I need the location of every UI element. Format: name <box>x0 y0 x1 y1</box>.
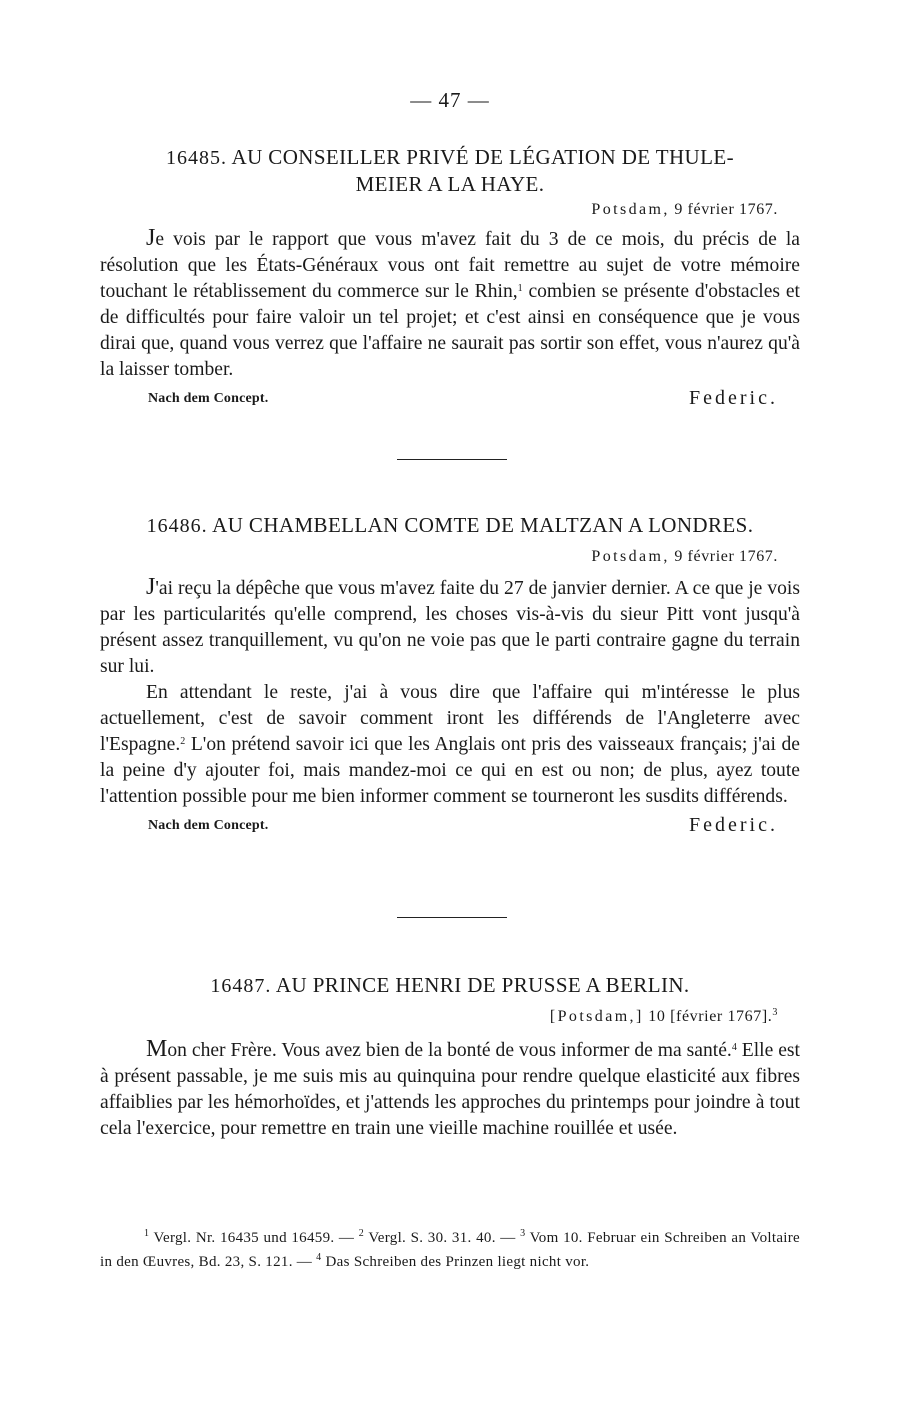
letter-dateline <box>100 201 800 219</box>
paragraph-text: En attendant le reste, j'ai à vous dire que l'affaire qui m'intéresse le plus actuellement, c'est de savoir comment iront les différends de l'Angleterre avec l'Espagne. <box>100 682 800 755</box>
letter-number: 16485. <box>166 147 228 169</box>
letter-date: 9 février 1767. <box>674 201 778 218</box>
letter-number: 16487. <box>210 975 272 997</box>
footnote-2: Vergl. S. 30. 31. 40. — <box>368 1230 516 1246</box>
footnote-ref: 4 <box>731 1042 737 1053</box>
footnote-ref: 1 <box>517 283 523 294</box>
letter-dateline <box>100 1008 800 1026</box>
letter-number: 16486. <box>146 515 208 537</box>
letter-place: [Potsdam,] <box>549 1008 644 1025</box>
letter-addressee: AU CONSEILLER PRIVÉ DE LÉGATION DE THULE- <box>231 145 734 169</box>
letter-heading <box>100 972 800 999</box>
section-divider <box>397 917 507 918</box>
footnote-3: Vom 10. Februar ein Schreiben an Voltaire in den Œuvres, Bd. 23, S. 121. — <box>100 1230 800 1270</box>
letter-16486 <box>100 512 800 840</box>
letter-paragraph <box>100 225 800 383</box>
footnotes <box>100 1226 800 1274</box>
footnote-1: Vergl. Nr. 16435 und 16459. — <box>153 1230 355 1246</box>
footnote-ref: 3 <box>772 1007 778 1018</box>
signature: Federic. <box>689 387 778 409</box>
letter-16485 <box>100 144 800 413</box>
footnote-mark: 1 <box>144 1228 150 1239</box>
letter-closing <box>100 387 800 413</box>
letter-place: Potsdam, <box>591 201 670 218</box>
letter-heading <box>100 144 800 197</box>
letter-closing <box>100 814 800 840</box>
source-note: Nach dem Concept. <box>148 818 269 833</box>
paragraph-text: 'ai reçu la dépêche que vous m'avez faite du 27 de janvier dernier. A ce que je vois par les particularités qu'elle comprend, les choses vis-à-vis du sieur Pitt vont jusqu'à présent assez tranquillement, vu qu'on ne voie pas que le parti contraire gagne du terrain sur lui. <box>100 578 800 677</box>
letter-16487 <box>100 972 800 1142</box>
letter-dateline <box>100 548 800 566</box>
letter-body <box>100 1036 800 1142</box>
footnote-mark: 2 <box>358 1228 365 1239</box>
letter-addressee: AU CHAMBELLAN COMTE DE MALTZAN A LONDRES. <box>212 513 754 537</box>
paragraph-text: on cher Frère. Vous avez bien de la bonté de vous informer de ma santé. <box>167 1040 732 1061</box>
letter-paragraph <box>100 574 800 680</box>
initial-letter: J <box>146 225 156 251</box>
letter-date: 10 [février 1767]. <box>648 1008 773 1025</box>
initial-letter: M <box>146 1036 168 1062</box>
letter-date: 9 février 1767. <box>674 548 778 565</box>
section-divider <box>397 459 507 460</box>
paragraph-text-cont: Elle est à présent passable, je me suis mis au quinquina pour rendre quelque elasticité aux fibres affaiblies par les hémorhoïdes, et j'attends les approches du printemps pour joindre à tout cela l'exercice, pour remettre en train une vieille machine rouillée et usée. <box>100 1040 801 1139</box>
footnote-4: Das Schreiben des Prinzen liegt nicht vor. <box>325 1254 590 1270</box>
letter-paragraph <box>100 1036 800 1142</box>
footnote-block <box>100 1226 800 1274</box>
letter-body <box>100 574 800 810</box>
letter-addressee: AU PRINCE HENRI DE PRUSSE A BERLIN. <box>275 973 690 997</box>
page-number: — 47 — <box>410 88 490 112</box>
signature: Federic. <box>689 814 778 836</box>
initial-letter: J <box>146 574 156 600</box>
letter-place: Potsdam, <box>591 548 670 565</box>
letter-addressee-continued: MEIER A LA HAYE. <box>355 172 545 196</box>
letter-body <box>100 225 800 383</box>
paragraph-text-cont: L'on prétend savoir ici que les Anglais ont pris des vaisseaux français; j'ai de la peine d'y ajouter foi, mais mandez-moi ce qui en est ou non; de plus, ayez toute l'attention possible pour me bien informer comment se tourneront les susdits différends. <box>100 734 800 807</box>
source-note: Nach dem Concept. <box>148 391 269 406</box>
letter-paragraph <box>100 680 800 810</box>
paragraph-text-cont: combien se présente d'obstacles et de difficultés pour faire valoir un tel projet; et c'est ainsi en conséquence que je vous dirai que, quand vous verrez que l'affaire ne saurait pas sortir son effet, vous n'aurez qu'à la laisser tomber. <box>100 281 800 380</box>
footnote-mark: 3 <box>520 1228 526 1239</box>
footnote-ref: 2 <box>180 736 186 747</box>
footnote-mark: 4 <box>316 1252 322 1263</box>
paragraph-text: e vois par le rapport que vous m'avez fait du 3 de ce mois, du précis de la résolution que les États-Généraux vous ont fait remettre au sujet de votre mémoire touchant le rétablissement du commerce sur le Rhin, <box>100 229 800 302</box>
letter-heading <box>100 512 800 539</box>
